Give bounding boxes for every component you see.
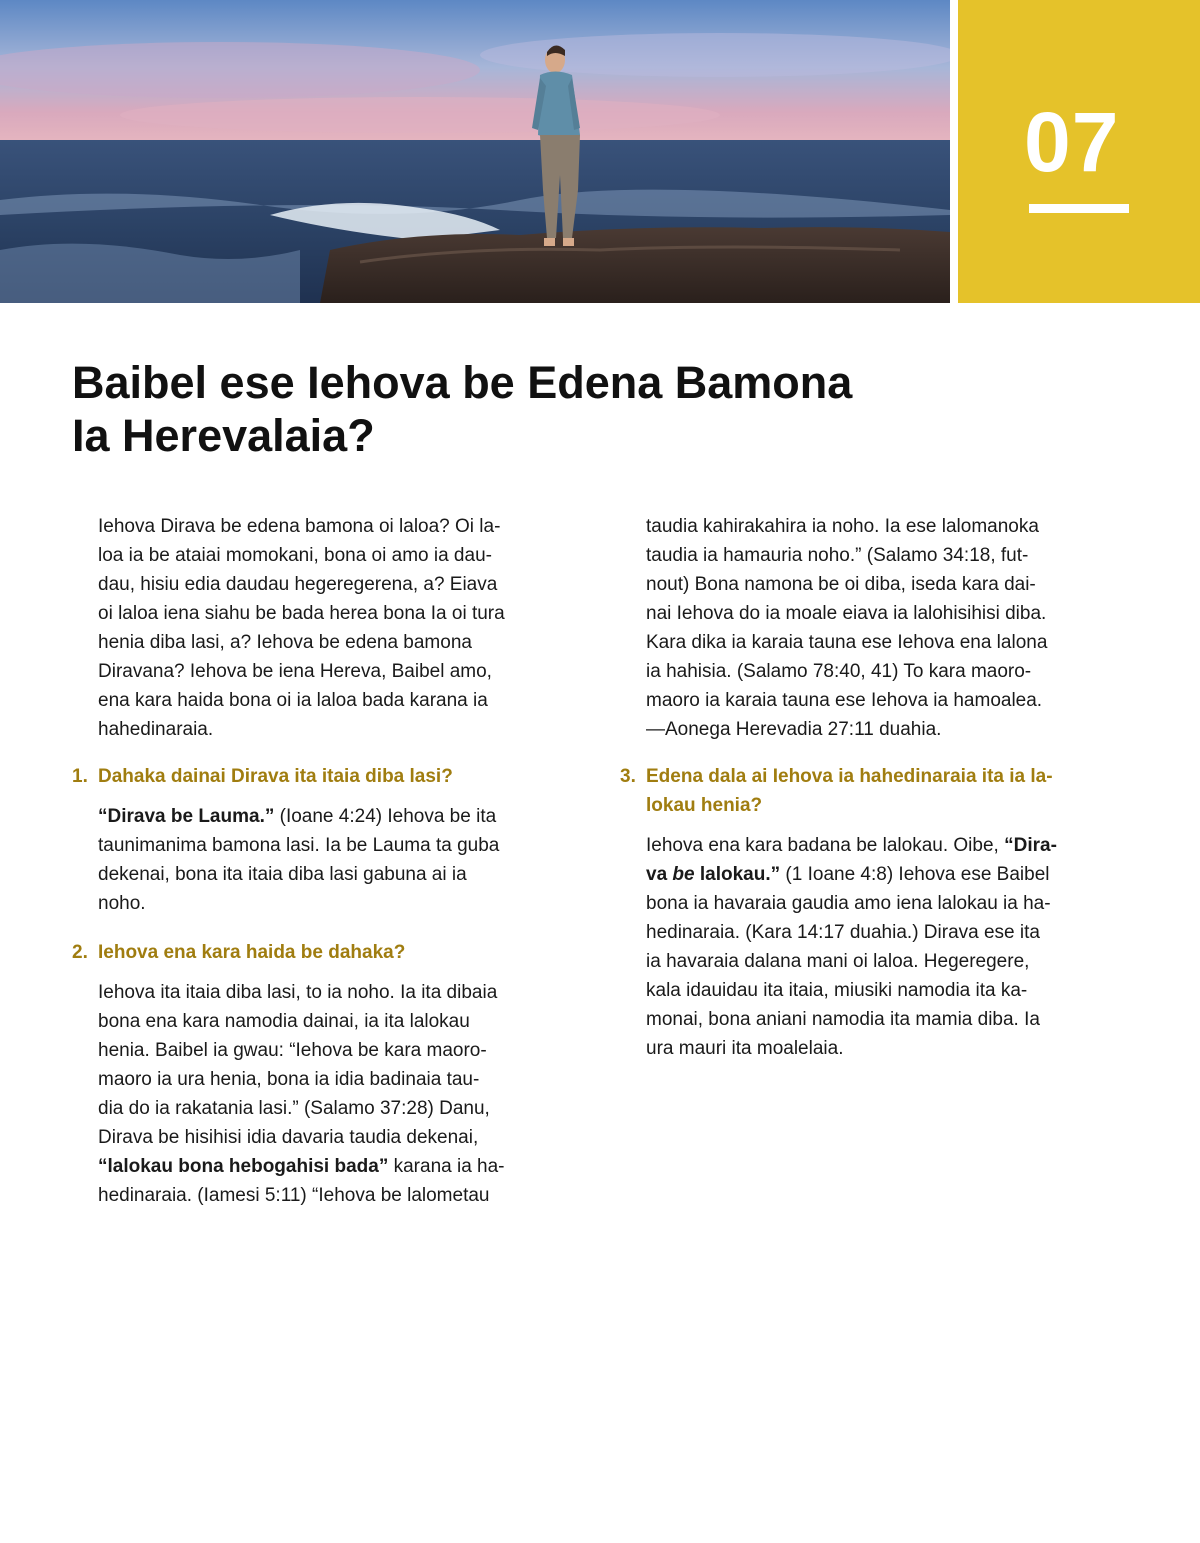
scripture-quote: “lalokau bona hebogahisi bada” [98, 1156, 389, 1177]
chapter-underline [1029, 204, 1129, 213]
question-2-answer: Iehova ita itaia diba lasi, to ia noho. Ia ita dibaia bona ena kara namodia dainai, ia ita lalokau henia. Baibel ia gwau: “Iehova be kara maoro- maoro ia ura henia, bona ia idia badinaia tau- dia do ia rakatania lasi.” (Salamo 37:28) Danu, Dirava be hisihisi idia davaria taudia dekenai, “lalokau bona hebogahisi bada” karana ia ha- hedinaraia. (Iamesi 5:11) “Iehova be lalometau [98, 982, 505, 1206]
question-text: Iehova ena kara haida be dahaka? [98, 942, 406, 963]
chapter-number: 07 [1024, 95, 1120, 189]
seaside-man-illustration [0, 0, 950, 303]
question-text-line-1: Edena dala ai Iehova ia hahedinaraia ita ia la- [646, 766, 1053, 787]
question-2-answer-continued: taudia kahirakahira ia noho. Ia ese lalomanoka taudia ia hamauria noho.” (Salamo 34:18, fut- nout) Bona namona be oi diba, iseda kara dai- nai Iehova do ia moale eiava ia lalohisihisi diba. Kara dika ia karaia tauna ese Iehova ena lalona ia hahisia. (Salamo 78:40, 41) To kara maoro- maoro ia karaia tauna ese Iehova ia hamoalea. —Aonega Herevadia 27:11 duahia. [646, 516, 1048, 740]
question-text-line-2: lokau henia? [646, 795, 763, 816]
intro-paragraph: Iehova Dirava be edena bamona oi laloa? Oi la- loa ia be ataiai momokani, bona oi amo ia dau- dau, hisiu edia daudau hegeregerena, a? Eiava oi laloa iena siahu be bada herea bona Ia oi tura henia diba lasi, a? Iehova be edena bamona Diravana? Iehova be iena Hereva, Baibel amo, ena kara haida bona oi ia laloa bada karana ia hahedinaraia. [98, 516, 505, 740]
question-1-heading [72, 762, 584, 791]
title-line-1: Baibel ese Iehova be Edena Bamona [72, 357, 853, 408]
question-2-heading [72, 938, 584, 967]
question-3-answer: Iehova ena kara badana be lalokau. Oibe, “Dira- va be lalokau.” (1 Ioane 4:8) Iehova ese Baibel bona ia havaraia gaudia amo iena lalokau ia ha- hedinaraia. (Kara 14:17 duahia.) Dirava ese ita ia havaraia dalana mani oi laloa. Hegeregere, kala idauidau ita itaia, miusiki namodia ita ka- monai, bona aniani namodia ita mamia diba. Ia ura mauri ita moalelaia. [646, 835, 1057, 1059]
right-column [620, 512, 1132, 1063]
question-1-answer: “Dirava be Lauma.” (Ioane 4:24) Iehova be ita taunimanima bamona lasi. Ia be Lauma ta guba dekenai, bona ita itaia diba lasi gabuna ai ia noho. [98, 806, 500, 914]
question-text: Dahaka dainai Dirava ita itaia diba lasi? [98, 766, 453, 787]
scripture-quote: “Dirava be Lauma.” [98, 806, 275, 827]
scripture-quote-continued: va be lalokau.” [646, 864, 781, 885]
left-column [72, 512, 584, 1210]
question-3-heading [620, 762, 1132, 820]
question-number: 1. [72, 766, 88, 787]
question-number: 2. [72, 942, 88, 963]
title-line-2: Ia Herevalaia? [72, 410, 375, 461]
hero-photo [0, 0, 950, 303]
scripture-quote: “Dira- [1004, 835, 1057, 856]
question-number: 3. [620, 766, 636, 787]
page-title [72, 356, 1072, 462]
